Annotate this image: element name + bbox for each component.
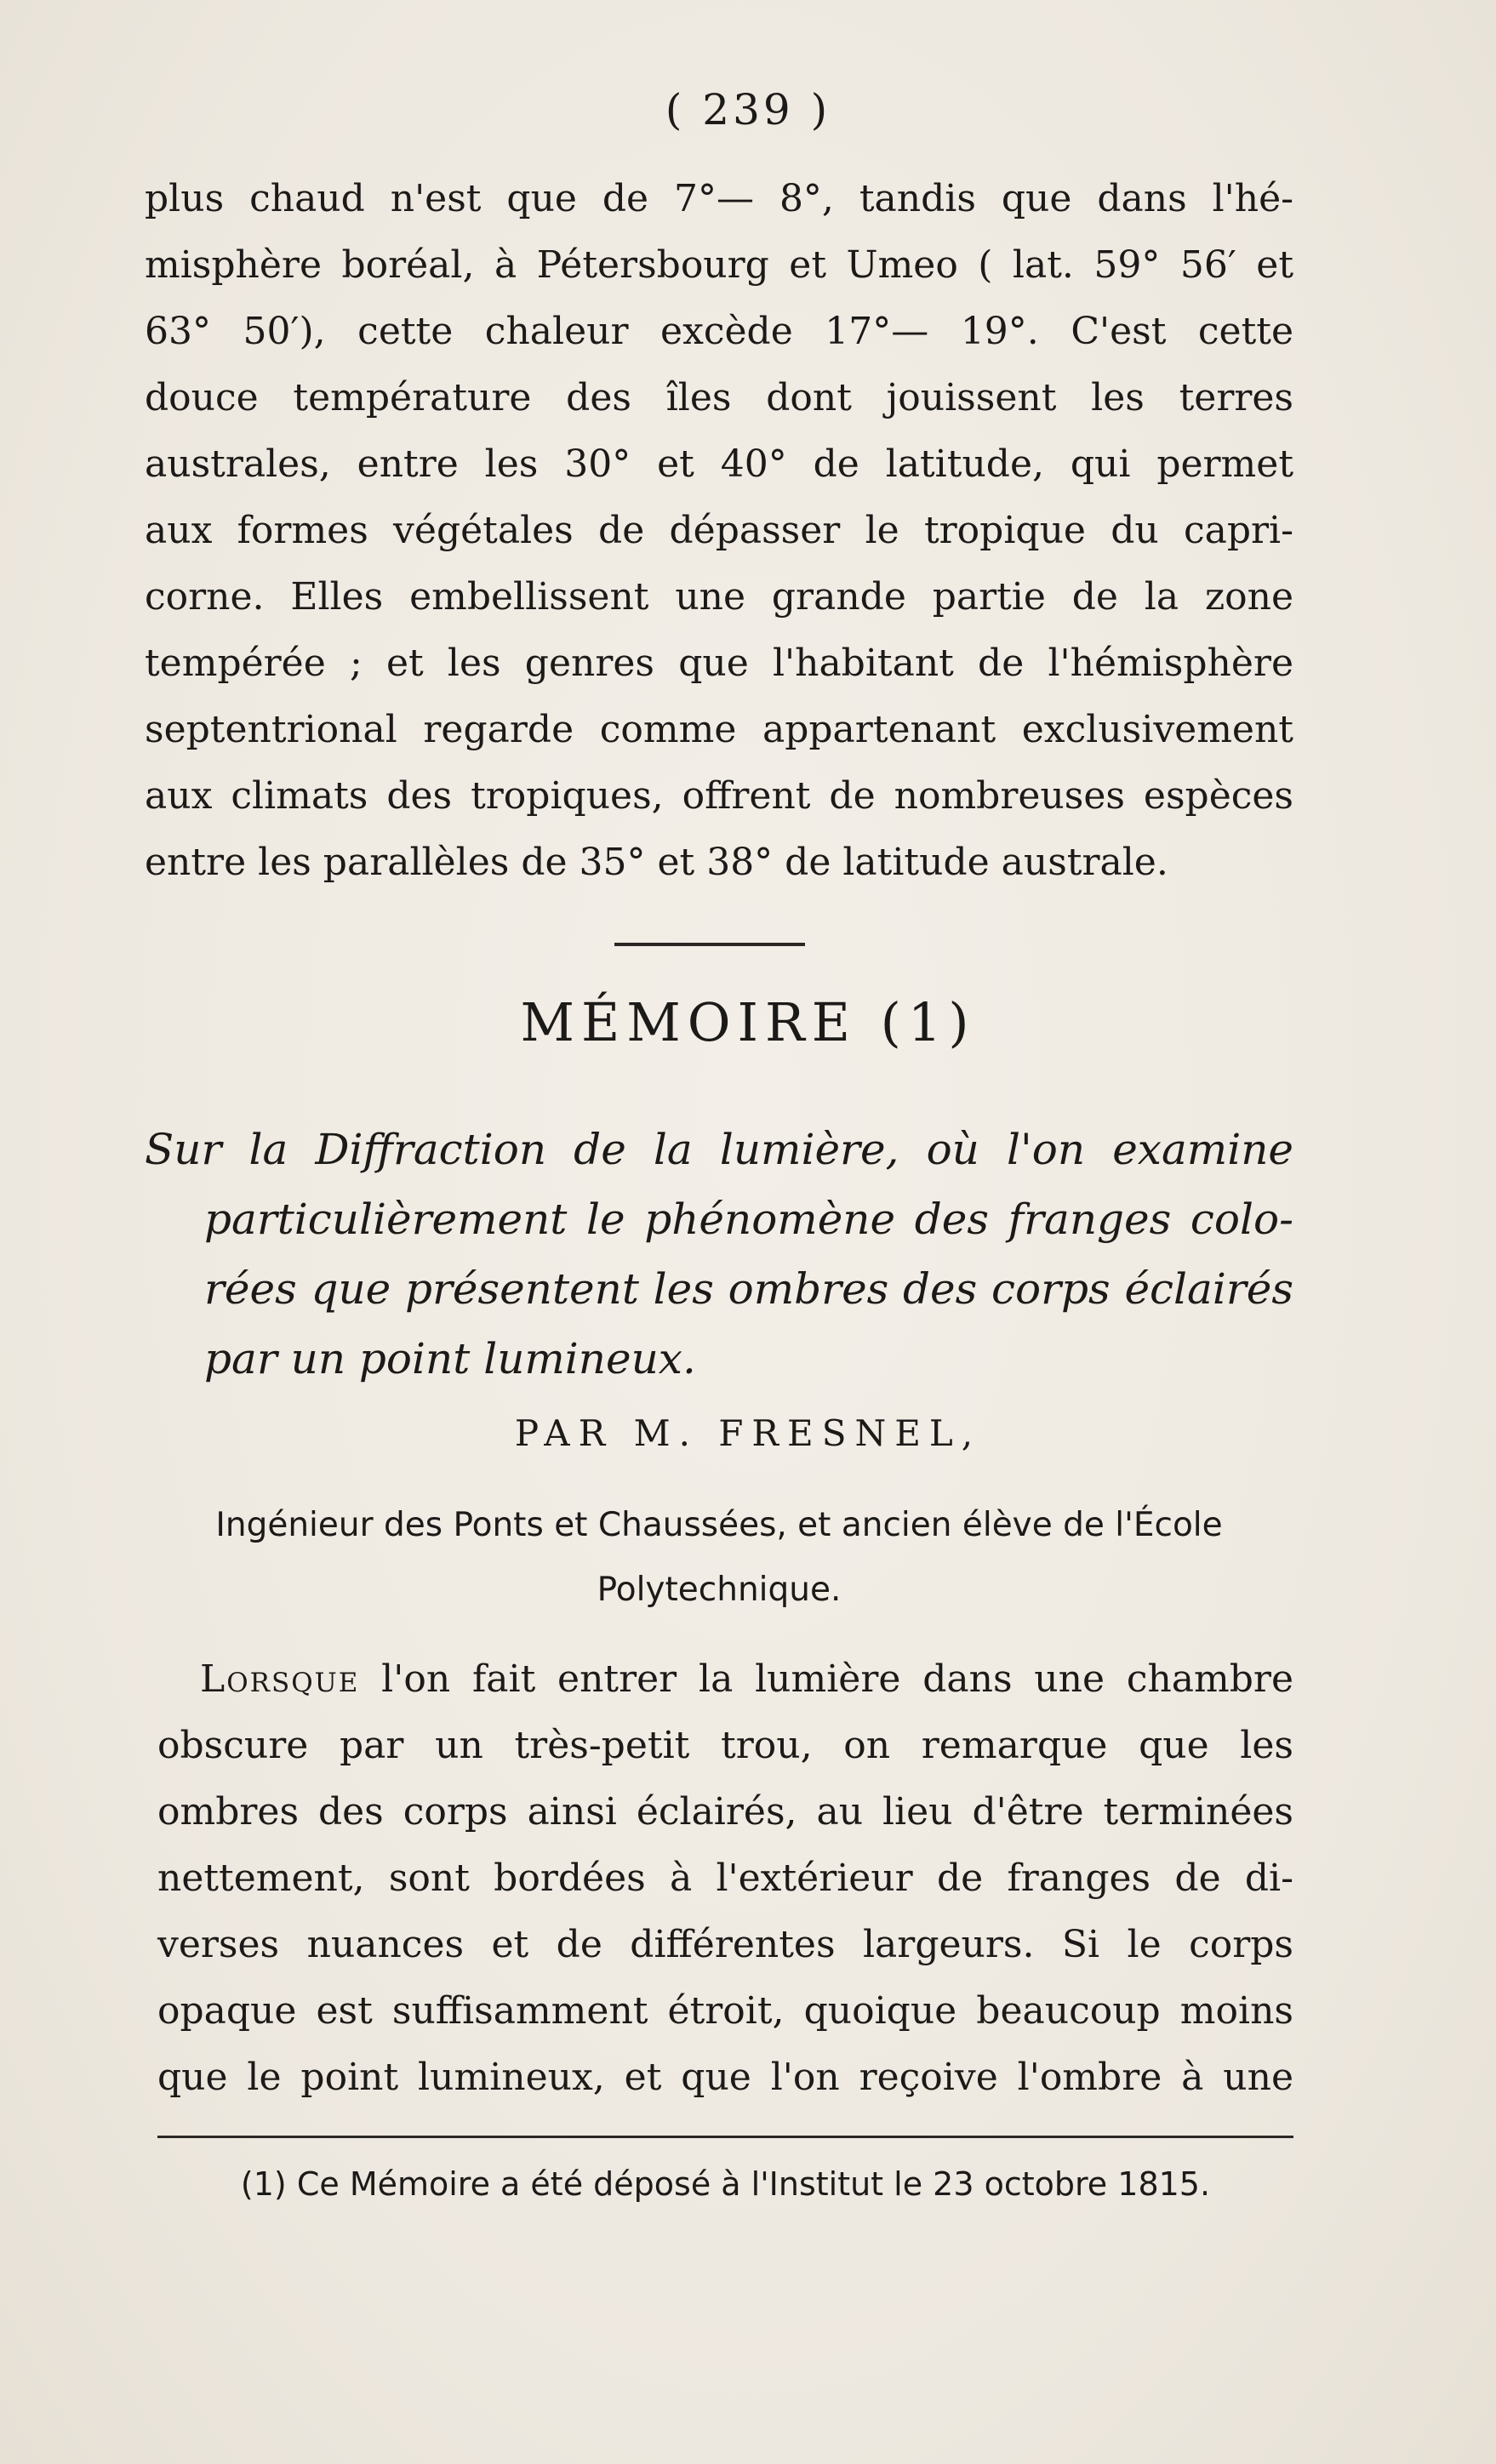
text-line	[157, 1646, 1293, 1713]
subtitle-line: par un point lumineux.	[204, 1334, 696, 1383]
text-line: corne. Elles embellissent une grande partie de la zone	[145, 575, 1293, 619]
opening-word: Lorsque	[200, 1657, 360, 1701]
section-divider	[614, 943, 805, 946]
text-line: nettement, sont bordées à l'extérieur de franges de di-	[157, 1857, 1293, 1900]
text-line: aux formes végétales de dépasser le tropique du capri-	[145, 509, 1293, 552]
text-line: misphère boréal, à Pétersbourg et Umeo ( lat. 59° 56′ et	[145, 243, 1293, 287]
subtitle-line: particulièrement le phénomène des franges colo-	[204, 1195, 1293, 1244]
text-line: aux climats des tropiques, offrent de nombreuses espèces	[145, 774, 1293, 818]
text-line: entre les parallèles de 35° et 38° de latitude australe.	[145, 841, 1168, 884]
text-line: 63° 50′), cette chaleur excède 17°— 19°. C'est cette	[145, 310, 1293, 353]
memoire-subtitle	[145, 1115, 1293, 1394]
footnote: (1) Ce Mémoire a été déposé à l'Institut le 23 octobre 1815.	[240, 2165, 1211, 2203]
author-affiliation: Ingénieur des Ponts et Chaussées, et ancien élève de l'École Polytechnique.	[215, 1506, 1223, 1609]
text-line: plus chaud n'est que de 7°— 8°, tandis que dans l'hé-	[145, 177, 1293, 220]
page-number: ( 239 )	[665, 85, 831, 134]
subtitle-line: rées que présentent les ombres des corps éclairés	[204, 1264, 1293, 1314]
paragraph-continuation	[145, 166, 1293, 896]
text-line: que le point lumineux, et que l'on reçoive l'ombre à une	[157, 2056, 1293, 2099]
text-line-rest: l'on fait entrer la lumière dans une chambre	[359, 1657, 1293, 1701]
text-line: douce température des îles dont jouissent les terres	[145, 376, 1293, 419]
text-line: opaque est suffisamment étroit, quoique beaucoup moins	[157, 1989, 1293, 2033]
subtitle-line: Sur la Diffraction de la lumière, où l'on examine	[145, 1125, 1293, 1174]
author-line: PAR M. FRESNEL,	[514, 1412, 982, 1454]
text-line: ombres des corps ainsi éclairés, au lieu d'être terminées	[157, 1790, 1293, 1834]
footnote-rule	[157, 2136, 1293, 2138]
text-line: septentrional regarde comme appartenant exclusivement	[145, 708, 1293, 751]
text-line: australes, entre les 30° et 40° de latitude, qui permet	[145, 442, 1293, 486]
memoire-body	[157, 1646, 1293, 2111]
text-line: obscure par un très-petit trou, on remarque que les	[157, 1724, 1293, 1767]
text-line: tempérée ; et les genres que l'habitant de l'hémisphère	[145, 642, 1293, 685]
memoire-title: MÉMOIRE (1)	[520, 991, 976, 1053]
text-line: verses nuances et de différentes largeurs. Si le corps	[157, 1923, 1293, 1966]
